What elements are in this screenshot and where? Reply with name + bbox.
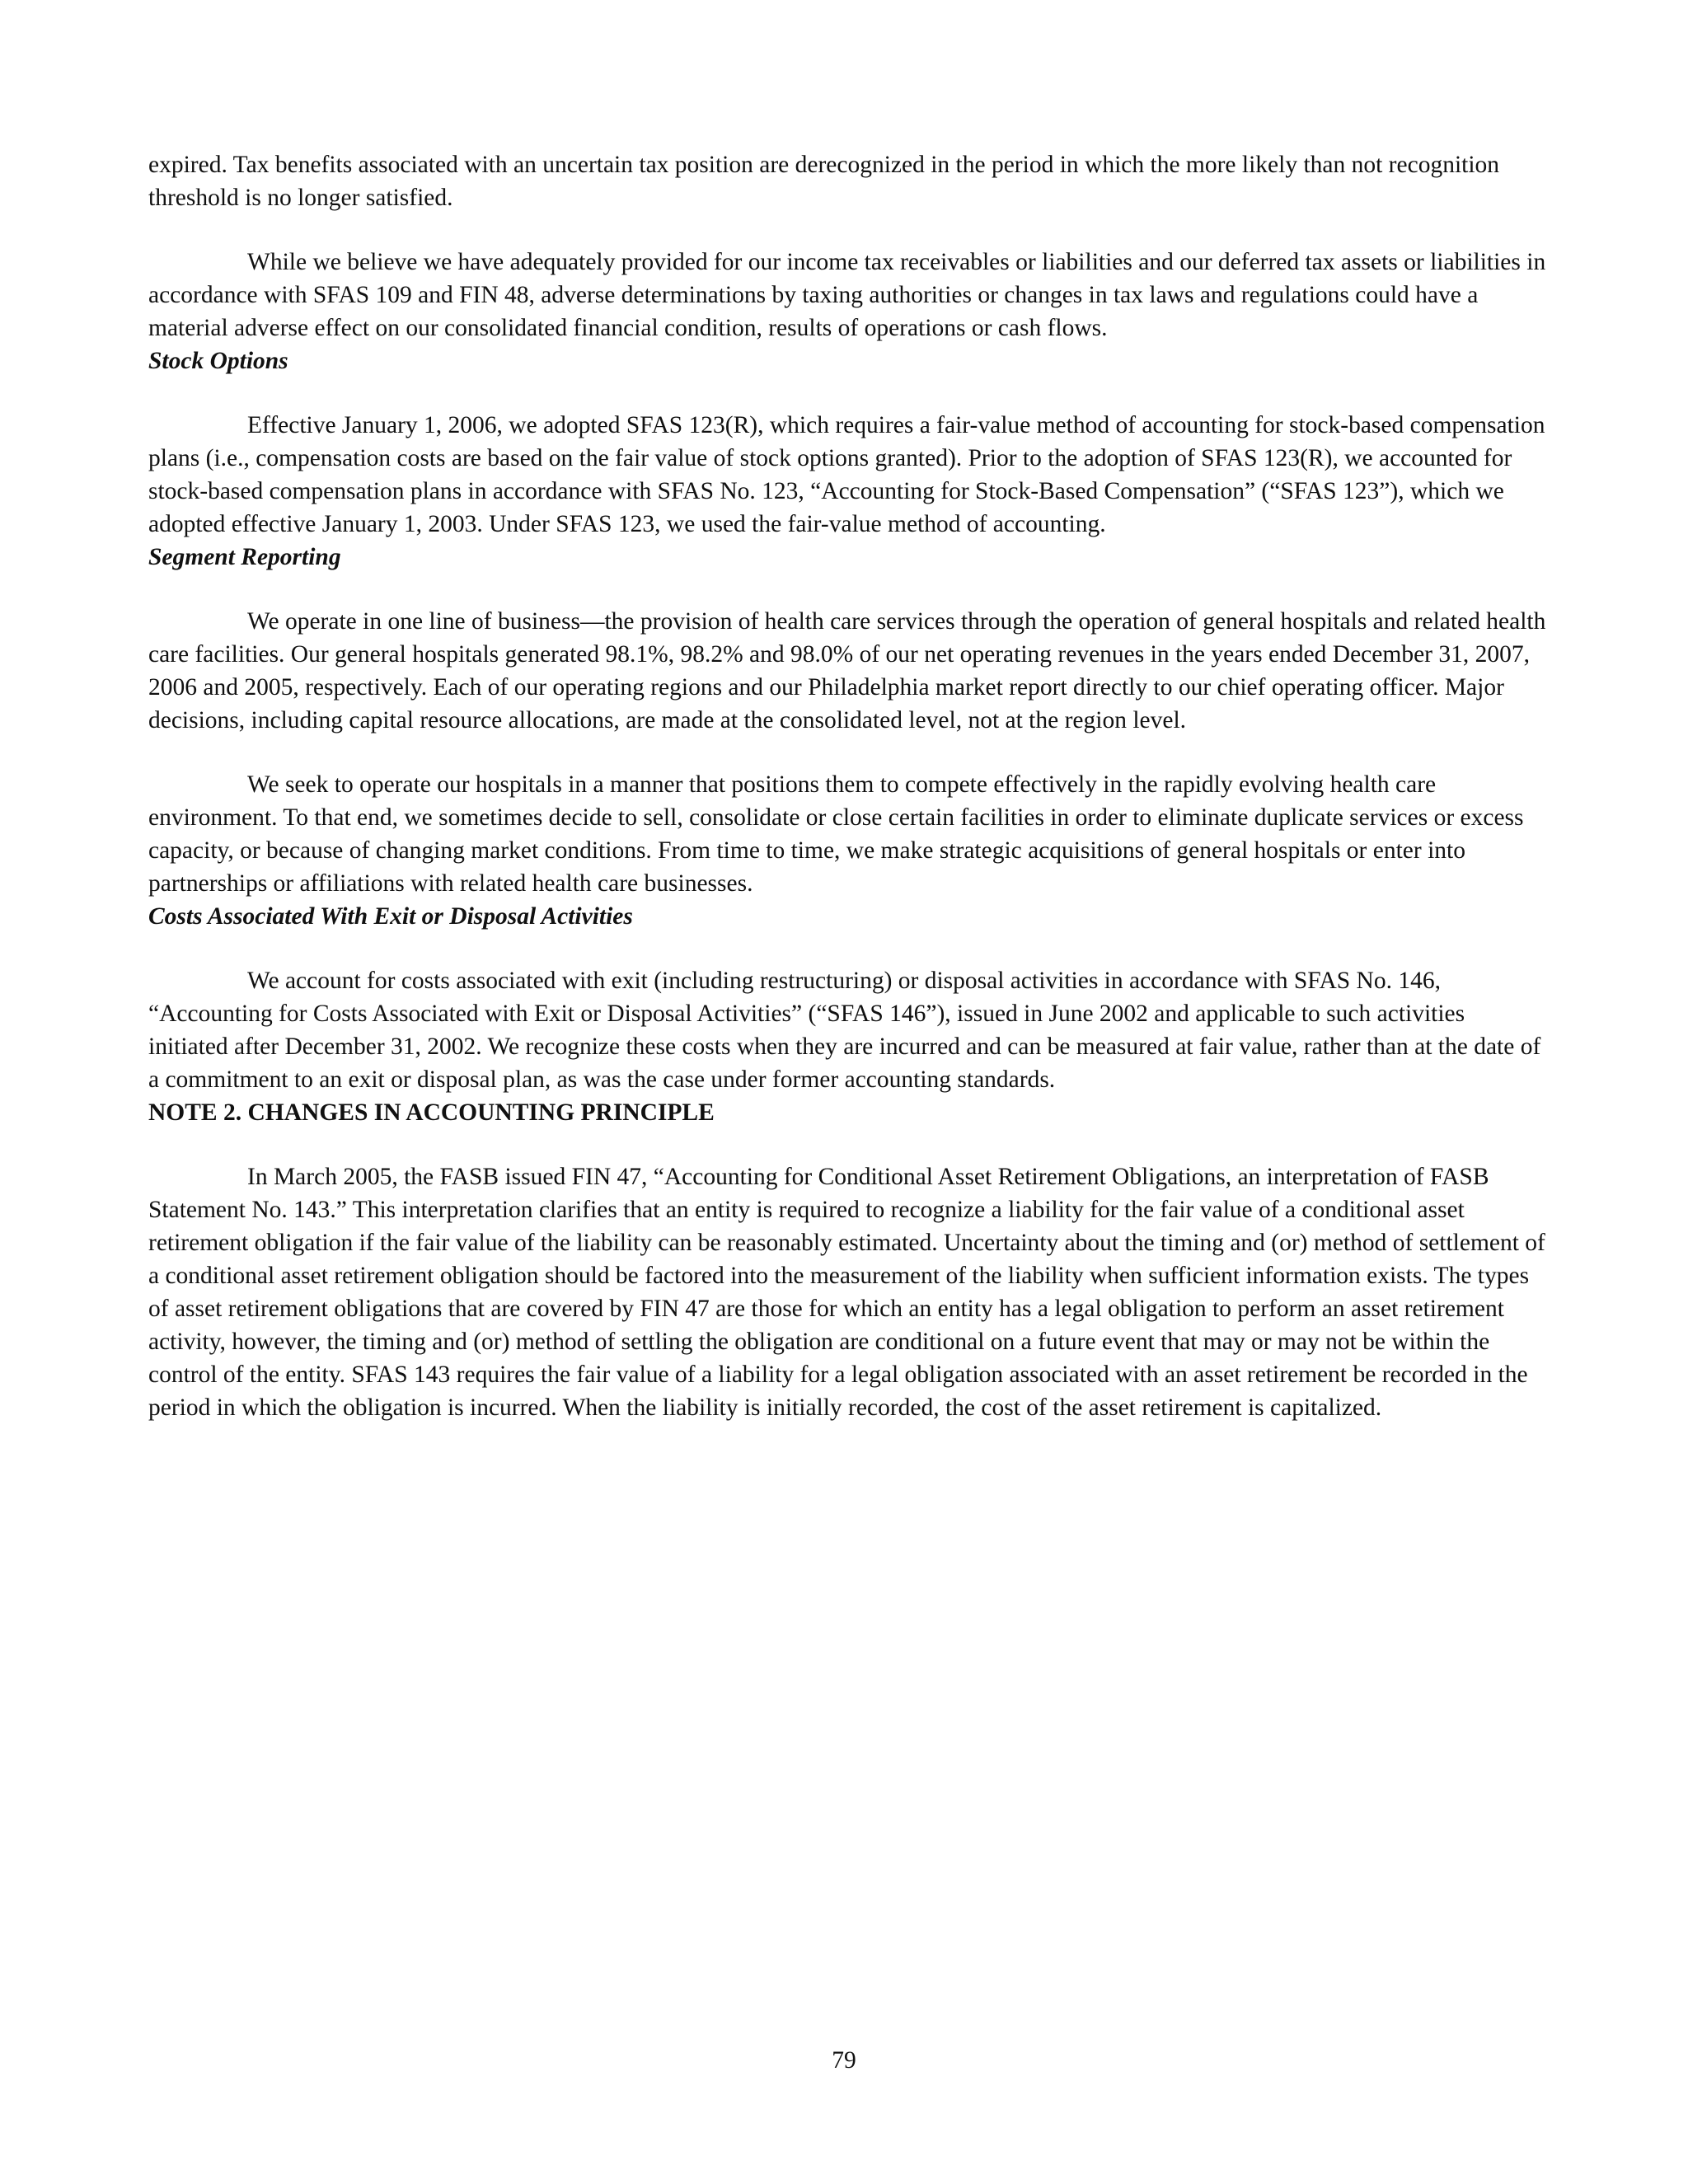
heading-note-2: NOTE 2. CHANGES IN ACCOUNTING PRINCIPLE — [148, 1099, 715, 1126]
heading-segment-reporting: Segment Reporting — [148, 544, 341, 570]
paragraph-tax-benefits-continued: expired. Tax benefits associated with an uncertain tax position are derecognized in the period in which the more likely than not recognition threshold is no longer satisfied. — [148, 152, 1500, 211]
heading-exit-disposal: Costs Associated With Exit or Disposal Activities — [148, 903, 633, 930]
heading-stock-options: Stock Options — [148, 348, 288, 374]
paragraph-stock-options: Effective January 1, 2006, we adopted SFAS 123(R), which requires a fair-value method of accounting for stock-based compensation plans (i.e., compensation costs are based on the fair value of stock options granted). Prior to the adoption of SFAS 123(R), we accounted for stock-based compensation plans in accordance with SFAS No. 123, “Accounting for Stock-Based Compensation” (“SFAS 123”), which we adopted effective January 1, 2003. Under SFAS 123, we used the fair-value method of accounting. — [148, 412, 1545, 537]
document-page — [148, 148, 1546, 1424]
page-number: 79 — [832, 2047, 856, 2074]
paragraph-exit-disposal: We account for costs associated with exit (including restructuring) or disposal activities in accordance with SFAS No. 146, “Accounting for Costs Associated with Exit or Disposal Activities” (“SFAS 146”), issued in June 2002 and applicable to such activities initiated after December 31, 2002. We recognize these costs when they are incurred and can be measured at fair value, rather than at the date of a commitment to an exit or disposal plan, as was the case under former accounting standards. — [148, 968, 1541, 1093]
paragraph-segment-business: We operate in one line of business—the provision of health care services through the operation of general hospitals and related health care facilities. Our general hospitals generated 98.1%, 98.2% and 98.0% of our net operating revenues in the years ended December 31, 2007, 2006 and 2005, respectively. Each of our operating regions and our Philadelphia market report directly to our chief operating officer. Major decisions, including capital resource allocations, are made at the consolidated level, not at the region level. — [148, 608, 1546, 733]
paragraph-income-tax-provision: While we believe we have adequately provided for our income tax receivables or liabilities and our deferred tax assets or liabilities in accordance with SFAS 109 and FIN 48, adverse determinations by taxing authorities or changes in tax laws and regulations could have a material adverse effect on our consolidated financial condition, results of operations or cash flows. — [148, 249, 1546, 341]
paragraph-fin-47: In March 2005, the FASB issued FIN 47, “Accounting for Conditional Asset Retirement Obligations, an interpretation of FASB Statement No. 143.” This interpretation clarifies that an entity is required to recognize a liability for the fair value of a conditional asset retirement obligation if the fair value of the liability can be reasonably estimated. Uncertainty about the timing and (or) method of settlement of a conditional asset retirement obligation should be factored into the measurement of the liability when sufficient information exists. The types of asset retirement obligations that are covered by FIN 47 are those for which an entity has a legal obligation to perform an asset retirement activity, however, the timing and (or) method of settling the obligation are conditional on a future event that may or may not be within the control of the entity. SFAS 143 requires the fair value of a liability for a legal obligation associated with an asset retirement be recorded in the period in which the obligation is incurred. When the liability is initially recorded, the cost of the asset retirement is capitalized. — [148, 1164, 1545, 1421]
paragraph-segment-strategy: We seek to operate our hospitals in a manner that positions them to compete effectively in the rapidly evolving health care environment. To that end, we sometimes decide to sell, consolidate or close certain facilities in order to eliminate duplicate services or excess capacity, or because of changing market conditions. From time to time, we make strategic acquisitions of general hospitals or enter into partnerships or affiliations with related health care businesses. — [148, 771, 1524, 897]
